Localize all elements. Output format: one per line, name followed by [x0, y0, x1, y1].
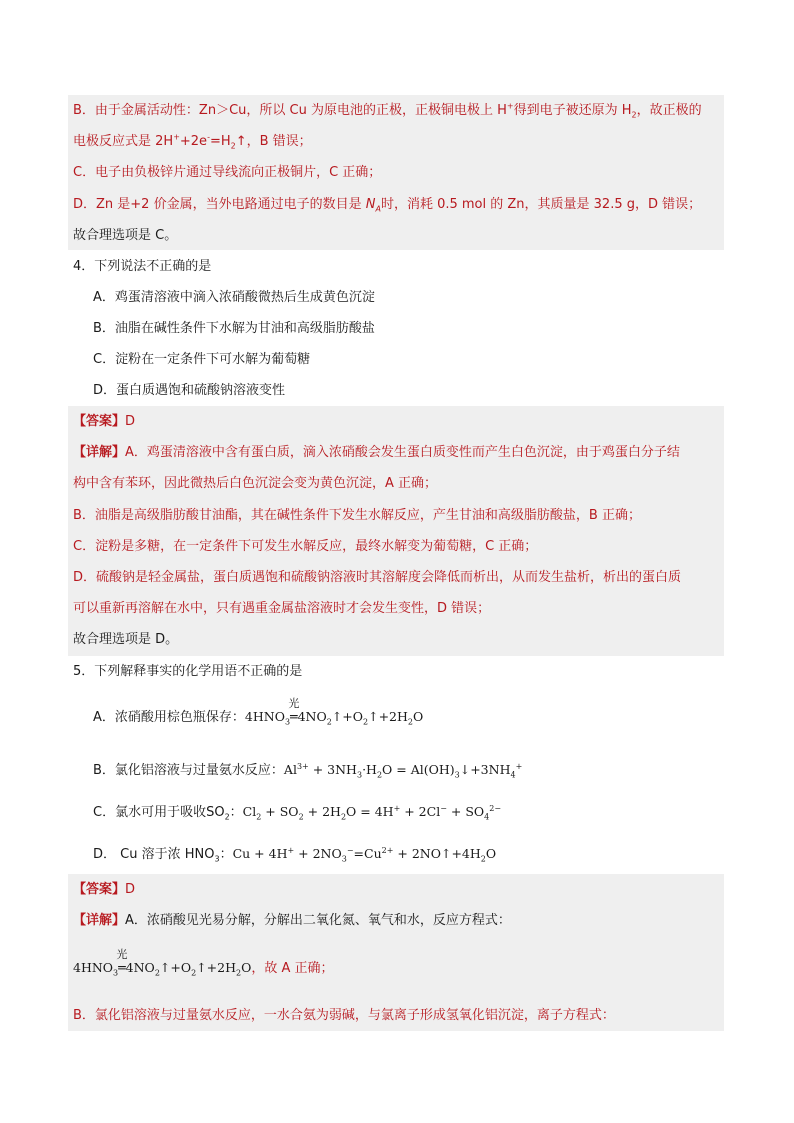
q4-detail-b: B．油脂是高级脂肪酸甘油酯，其在碱性条件下发生水解反应，产生甘油和高级脂肪酸盐，B 正确；	[73, 508, 641, 523]
q3-option-d-line: D．Zn 是+2 价金属，当外电路通过电子的数目是 $N_A$时，消耗 0.5 mol 的 Zn，其质量是 32.5 g，D 错误；	[73, 197, 702, 214]
q3-conclusion: 故合理选项是 C。	[73, 228, 178, 243]
q3-option-c-line: C．电子由负极锌片通过导线流向正极铜片，C 正确；	[73, 165, 382, 180]
q4-detail-c: C．淀粉是多糖，在一定条件下可发生水解反应，最终水解变为葡萄糖，C 正确；	[73, 539, 538, 554]
q3-option-b-line-1: B．由于金属活动性：Zn＞Cu，所以 Cu 为原电池的正极，正极铜电极上 H+得到电子被还原为 $H_2$，故正极的	[73, 101, 702, 120]
q4-option-a: A．鸡蛋清溶液中滴入浓硝酸微热后生成黄色沉淀	[93, 290, 375, 305]
q5-option-d: D． Cu 溶于浓 $HNO_3$：$Cu + 4H^+ + 2NO_3^-=Cu^{2+}$ + $2NO↑+4H_2O$	[93, 845, 497, 864]
q3-option-b-line-2: 电极反应式是 $2H^++2e^-=H_2↑$，B 错误；	[73, 132, 312, 151]
q5-answer: 【答案】D	[73, 882, 136, 897]
light-condition-label-2: 光	[116, 948, 128, 961]
q4-answer: 【答案】D	[73, 414, 136, 429]
q4-option-b: B．油脂在碱性条件下水解为甘油和高级脂肪酸盐	[93, 321, 375, 336]
q4-detail-d-line-2: 可以重新再溶解在水中，只有遇重金属盐溶液时才会发生变性，D 错误；	[73, 601, 491, 616]
q4-detail-a-line-2: 构中含有苯环，因此微热后白色沉淀会变为黄色沉淀，A 正确；	[73, 476, 438, 491]
light-condition-label: 光	[288, 697, 300, 710]
q4-detail-d-line-1: D．硫酸钠是轻金属盐，蛋白质遇饱和硫酸钠溶液时其溶解度会降低而析出，从而发生盐析，析出的蛋白质	[73, 570, 682, 585]
q5-detail-a: 【详解】A．浓硝酸见光易分解，分解出二氧化氮、氧气和水，反应方程式：	[73, 913, 511, 928]
q5-detail-b: B．氯化铝溶液与过量氨水反应，一水合氨为弱碱，与氯离子形成氢氧化铝沉淀，离子方程式：	[73, 1008, 615, 1023]
q5-detail-a-equation: $4HNO_3$ 光 $═4NO_2↑+O_2↑+2H_2O$，故 A 正确；	[73, 958, 334, 978]
q4-option-c: C．淀粉在一定条件下可水解为葡萄糖	[93, 352, 311, 367]
q4-conclusion: 故合理选项是 D。	[73, 632, 179, 647]
q5-stem: 5．下列解释事实的化学用语不正确的是	[73, 664, 303, 679]
q5-option-b: B．氯化铝溶液与过量氨水反应：$Al^{3+} + 3NH_3\cdot H_2O$ = $Al(OH)_3↓+3NH_4^+$	[93, 761, 523, 780]
q4-detail-a-line-1: 【详解】A．鸡蛋清溶液中含有蛋白质，滴入浓硝酸会发生蛋白质变性而产生白色沉淀，由于鸡蛋白分子结	[73, 445, 680, 460]
q4-option-d: D．蛋白质遇饱和硫酸钠溶液变性	[93, 383, 286, 398]
q4-stem: 4．下列说法不正确的是	[73, 259, 212, 274]
q5-option-a: A．浓硝酸用棕色瓶保存：$4HNO_3$ 光 $═4NO_2↑+O_2↑+2H_2O$	[93, 707, 423, 727]
q5-option-c: C．氯水可用于吸收$SO_2$：$Cl_2 + SO_2 + 2H_2O = 4H^+ + 2Cl^- + SO_4^{2-}$	[93, 803, 502, 822]
